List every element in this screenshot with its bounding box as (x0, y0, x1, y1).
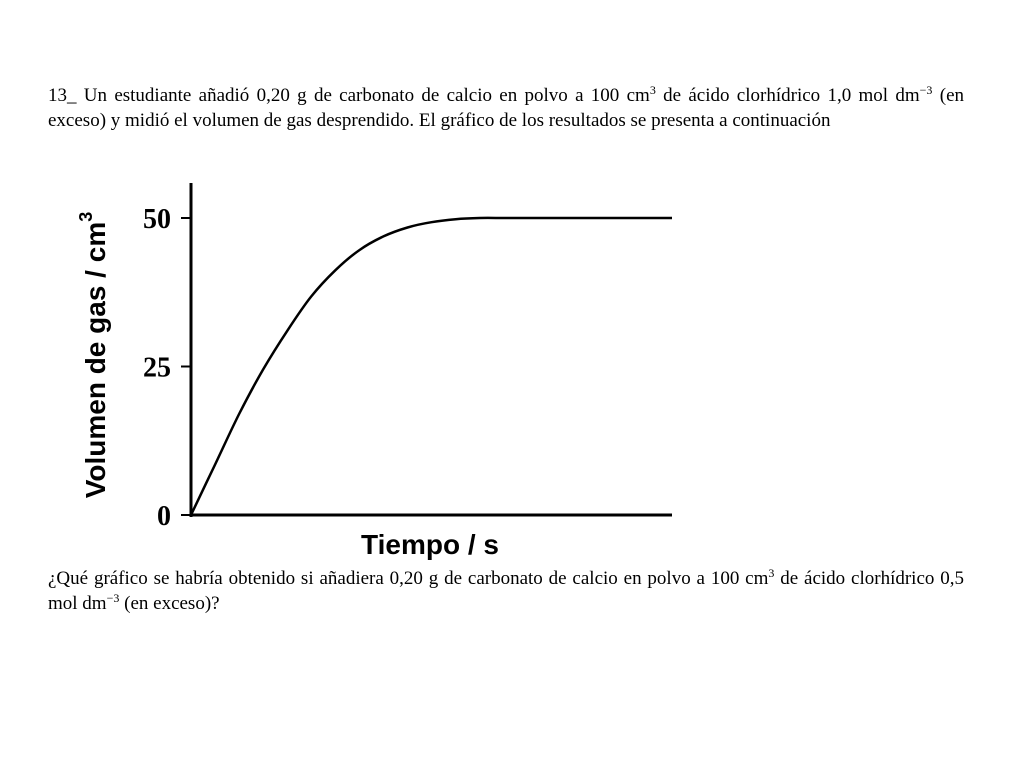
intro-text-part-1: 13_ Un estudiante añadió 0,20 g de carbonato de calcio en polvo a 100 cm (48, 85, 650, 106)
followup-text-part-3: (en exceso)? (119, 593, 220, 614)
y-axis-title-text: Volumen de gas / cm (80, 221, 112, 499)
intro-superscript-negative-cubic: −3 (919, 83, 933, 97)
series-line (191, 218, 672, 515)
intro-superscript-cubic: 3 (649, 83, 656, 97)
y-axis-title-superscript: 3 (75, 211, 96, 222)
followup-superscript-negative-cubic: −3 (106, 591, 120, 605)
y-axis-title (76, 212, 112, 498)
y-tick-label: 0 (157, 501, 171, 532)
x-axis-title: Tiempo / s (361, 529, 499, 560)
intro-text-part-3: (en exceso) y midió el volumen de gas desprendido. El gráfico de los resultados se presenta a continuación (48, 85, 964, 131)
followup-superscript-cubic: 3 (768, 566, 775, 580)
followup-text-part-1: ¿Qué gráfico se habría obtenido si añadiera 0,20 g de carbonato de calcio en polvo a 100 cm (48, 568, 769, 589)
question-followup-text (48, 566, 964, 616)
followup-text-part-2: de ácido clorhídrico 0,5 mol dm (48, 568, 964, 614)
intro-text-part-2: de ácido clorhídrico 1,0 mol dm (655, 85, 920, 106)
question-intro-text (48, 83, 964, 133)
y-tick-label: 50 (143, 204, 171, 235)
y-tick-label: 25 (143, 352, 171, 384)
